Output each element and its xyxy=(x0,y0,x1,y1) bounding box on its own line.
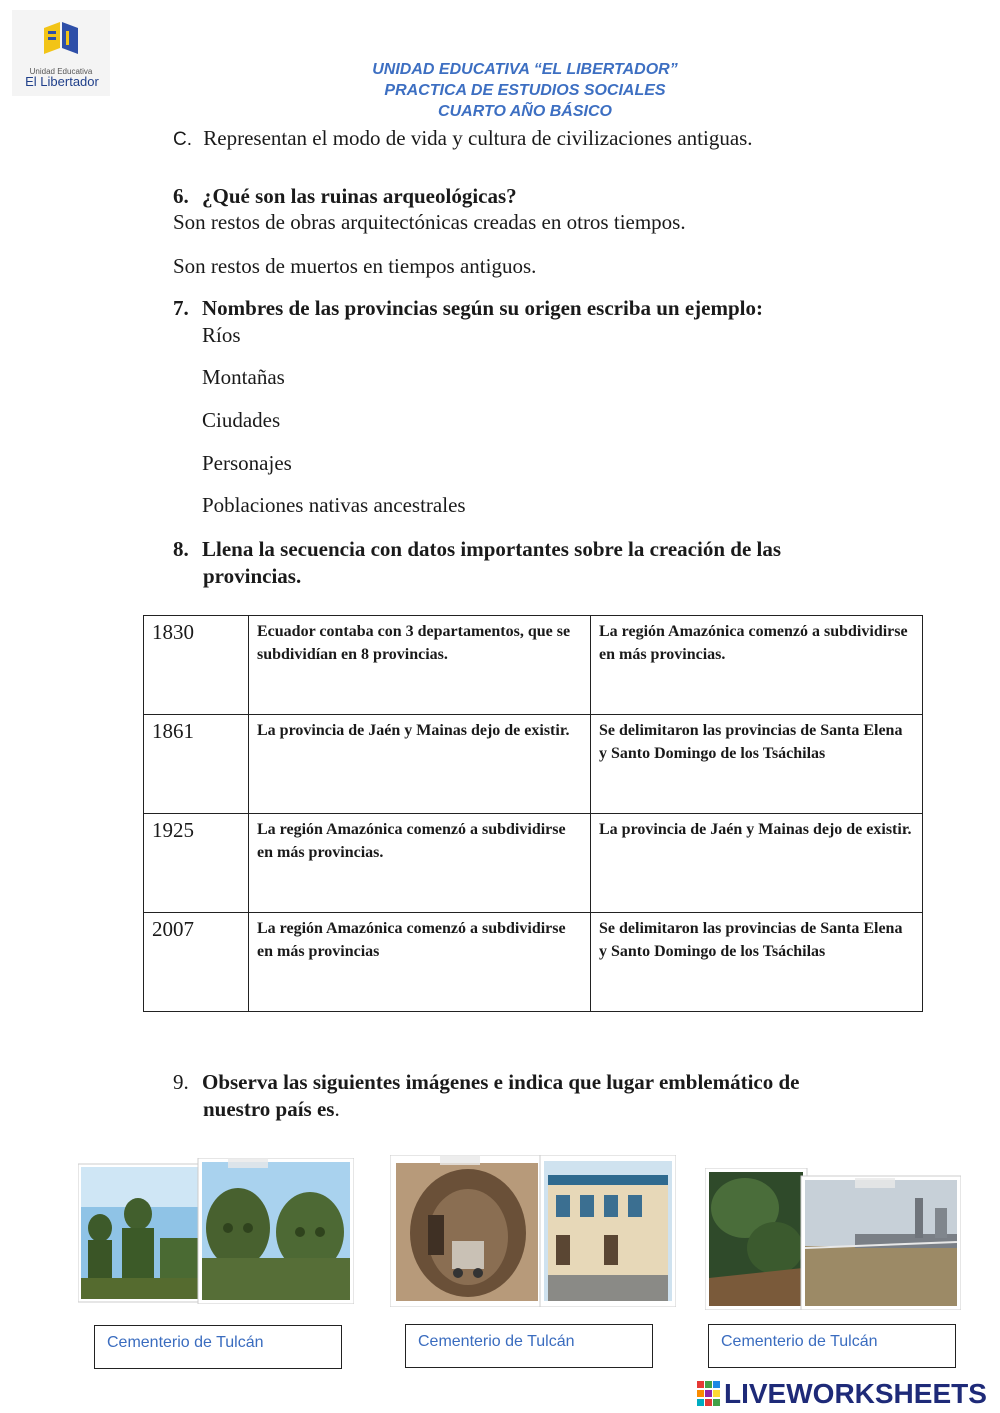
q7-question xyxy=(173,296,763,321)
q6-option-1[interactable]: Son restos de obras arquitectónicas creadas en otros tiempos. xyxy=(173,210,686,234)
answer-input-3[interactable]: Cementerio de Tulcán xyxy=(708,1324,956,1368)
header-line-3: CUARTO AÑO BÁSICO xyxy=(438,103,612,120)
table-row xyxy=(144,616,923,715)
table-row xyxy=(144,814,923,913)
school-logo xyxy=(12,10,110,96)
sequence-drop-cell[interactable]: La provincia de Jaén y Mainas dejo de existir. xyxy=(249,715,591,814)
question-text: Nombres de las provincias según su origen escriba un ejemplo: xyxy=(202,296,763,320)
year-cell: 1830 xyxy=(144,616,249,715)
sequence-drop-cell[interactable]: Se delimitaron las provincias de Santa Elena y Santo Domingo de los Tsáchilas xyxy=(591,913,923,1012)
q7-item-rios: Ríos xyxy=(202,323,241,347)
q7-item-ciudades: Ciudades xyxy=(202,408,281,432)
table-row xyxy=(144,913,923,1012)
sequence-drop-cell[interactable]: Ecuador contaba con 3 departamentos, que se subdividían en 8 provincias. xyxy=(249,616,591,715)
liveworksheets-brand: LIVEWORKSHEETS xyxy=(724,1378,987,1409)
q9-question xyxy=(173,1070,800,1095)
question-text-line-1: Llena la secuencia con datos importantes sobre la creación de las xyxy=(202,537,782,561)
header-line-2: PRACTICA DE ESTUDIOS SOCIALES xyxy=(384,82,666,99)
sequence-drop-cell[interactable]: La región Amazónica comenzó a subdividirse en más provincias xyxy=(249,913,591,1012)
q8-question-line-2: provincias. xyxy=(203,564,302,588)
q5-option-c[interactable] xyxy=(173,126,753,151)
q8-question xyxy=(173,537,781,562)
question-text-line-1: Observa las siguientes imágenes e indica que lugar emblemático de xyxy=(202,1070,800,1094)
year-cell: 1861 xyxy=(144,715,249,814)
q7-item-poblaciones: Poblaciones nativas ancestrales xyxy=(202,493,466,517)
sequence-table xyxy=(143,615,923,1012)
book-logo-icon xyxy=(42,22,80,56)
option-text: Representan el modo de vida y cultura de civilizaciones antiguas. xyxy=(203,126,753,150)
logo-title: El Libertador xyxy=(25,74,99,89)
question-text: ¿Qué son las ruinas arqueológicas? xyxy=(202,184,517,208)
liveworksheets-logo-icon xyxy=(697,1381,721,1407)
question-text-line-2: nuestro país es xyxy=(203,1097,335,1121)
answer-input-2[interactable]: Cementerio de Tulcán xyxy=(405,1324,653,1368)
header-line-1: UNIDAD EDUCATIVA “EL LIBERTADOR” xyxy=(372,61,678,78)
image-tulcan-cemetery xyxy=(78,1158,354,1304)
q9-question-line-2 xyxy=(203,1097,340,1122)
sequence-drop-cell[interactable]: La provincia de Jaén y Mainas dejo de existir. xyxy=(591,814,923,913)
table-row xyxy=(144,715,923,814)
q7-item-montanas: Montañas xyxy=(202,365,285,389)
question-number: 9. xyxy=(173,1070,189,1094)
option-letter: C. xyxy=(173,129,192,150)
question-number: 7. xyxy=(173,296,189,320)
question-number: 8. xyxy=(173,537,189,561)
logo-subtitle: Unidad Educativa xyxy=(29,67,93,76)
sequence-drop-cell[interactable]: Se delimitaron las provincias de Santa Elena y Santo Domingo de los Tsáchilas xyxy=(591,715,923,814)
q6-option-2[interactable]: Son restos de muertos en tiempos antiguos. xyxy=(173,254,537,278)
sequence-drop-cell[interactable]: La región Amazónica comenzó a subdividirse en más provincias. xyxy=(249,814,591,913)
q7-item-personajes: Personajes xyxy=(202,451,292,475)
year-cell: 2007 xyxy=(144,913,249,1012)
image-landmark-2 xyxy=(390,1155,676,1307)
answer-input-1[interactable]: Cementerio de Tulcán xyxy=(94,1325,342,1369)
q6-question xyxy=(173,184,517,209)
question-end-mark: . xyxy=(334,1097,340,1121)
year-cell: 1925 xyxy=(144,814,249,913)
image-landmark-3 xyxy=(705,1168,961,1310)
sequence-drop-cell[interactable]: La región Amazónica comenzó a subdividirse en más provincias. xyxy=(591,616,923,715)
question-number: 6. xyxy=(173,184,189,208)
